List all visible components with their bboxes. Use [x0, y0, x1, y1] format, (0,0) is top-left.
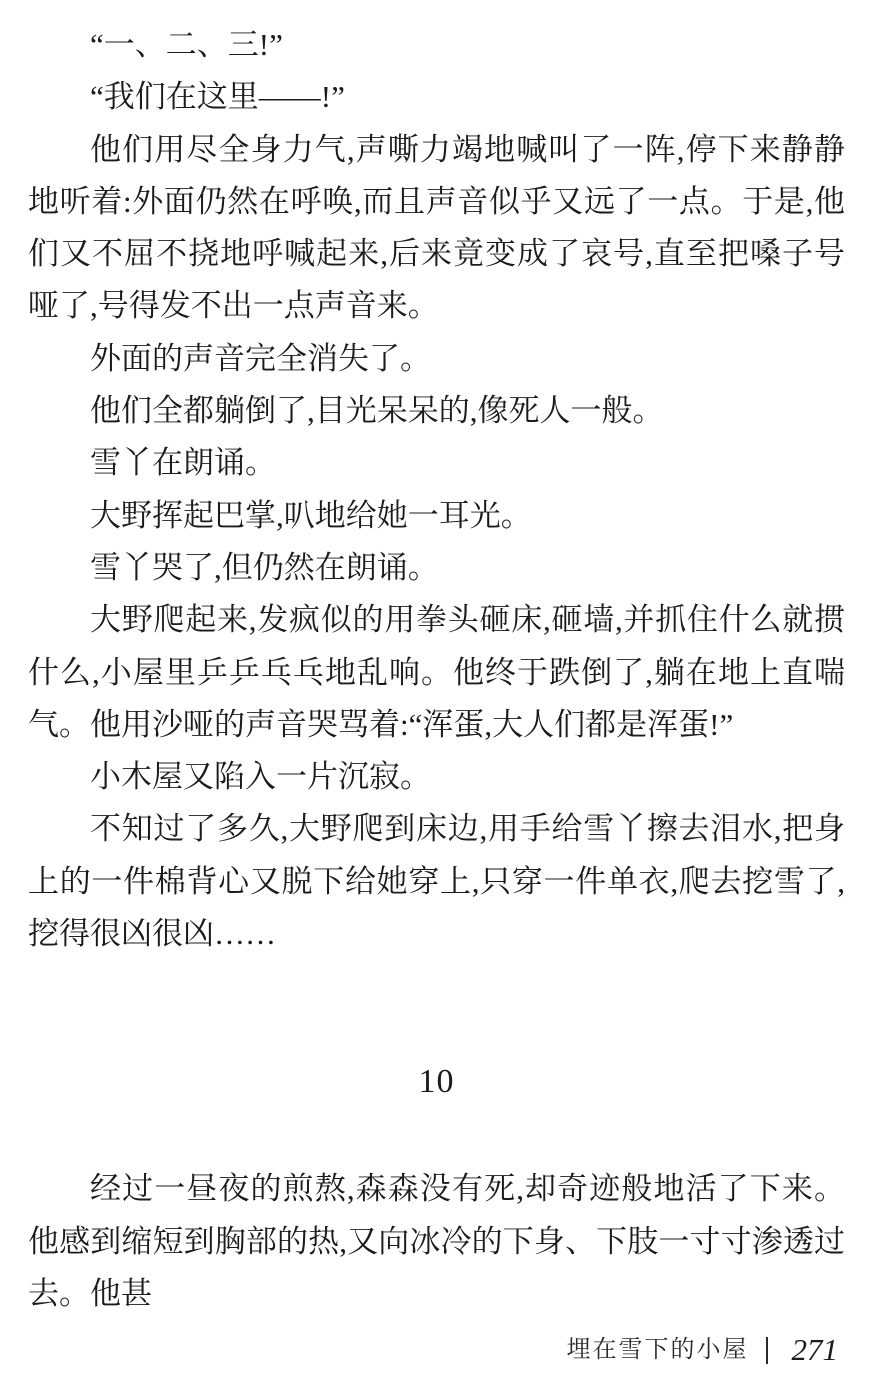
- body-paragraph: 他们全都躺倒了,目光呆呆的,像死人一般。: [90, 393, 664, 429]
- page-number: 271: [791, 1332, 838, 1367]
- body-paragraph: 大野爬起来,发疯似的用拳头砸床,砸墙,并抓住什么就掼什么,小屋里乒乒乓乓地乱响。他终于跌倒了,躺在地上直喘气。他用沙哑的声音哭骂着:“浑蛋,大人们都是浑蛋!”: [28, 602, 845, 742]
- dialogue-paragraph: “一、二、三!”: [90, 27, 283, 62]
- body-paragraph: 外面的声音完全消失了。: [90, 340, 431, 376]
- body-paragraph: 小木屋又陷入一片沉寂。: [90, 759, 431, 795]
- page-footer: [567, 1334, 839, 1366]
- body-paragraph: 他们用尽全身力气,声嘶力竭地喊叫了一阵,停下来静静地听着:外面仍然在呼唤,而且声音似乎又远了一点。于是,他们又不屈不挠地呼喊起来,后来竟变成了哀号,直至把嗓子号哑了,号得发不出一点声音来。: [28, 131, 845, 324]
- body-paragraph: 雪丫哭了,但仍然在朗诵。: [90, 549, 439, 585]
- body-paragraph: 经过一昼夜的煎熬,森森没有死,却奇迹般地活了下来。他感到缩短到胸部的热,又向冰冷的下身、下肢一寸寸渗透过去。他甚: [28, 1171, 845, 1311]
- body-paragraph: 不知过了多久,大野爬到床边,用手给雪丫擦去泪水,把身上的一件棉背心又脱下给她穿上,只穿一件单衣,爬去挖雪了,挖得很凶很凶……: [28, 811, 845, 952]
- chapter-number-heading: 10: [418, 1063, 455, 1101]
- body-paragraph: 雪丫在朗诵。: [90, 445, 276, 481]
- dialogue-paragraph: “我们在这里——!”: [90, 79, 345, 115]
- footer-divider: [766, 1337, 768, 1364]
- running-book-title: 埋在雪下的小屋: [566, 1337, 749, 1363]
- body-paragraph: 大野挥起巴掌,叭地给她一耳光。: [90, 497, 532, 533]
